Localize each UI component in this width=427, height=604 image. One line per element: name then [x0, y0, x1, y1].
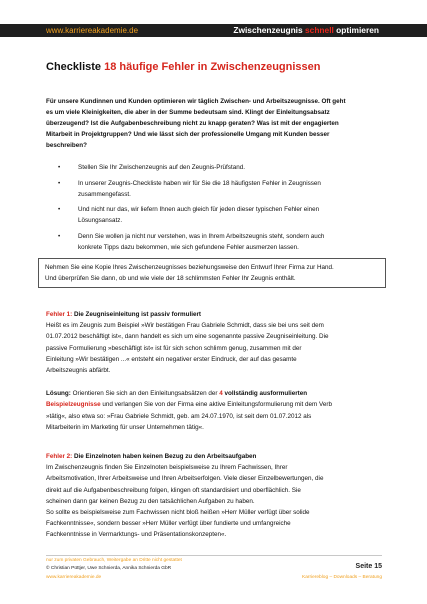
bullet-icon: •	[58, 232, 61, 240]
error-1-solution	[46, 388, 382, 399]
bullet-item	[56, 231, 382, 253]
bullet-line: zusammengefasst.	[78, 190, 131, 198]
beispielzeugnisse-link[interactable]: Beispielzeugnisse	[46, 401, 101, 409]
bullet-icon: •	[58, 164, 61, 171]
header-url-link[interactable]: www.karriereakademie.de	[46, 26, 139, 35]
error-1-line: Einleitung »Wir bestätigen ...« entsteht ein negativer erster Eindruck, der auf das gesamte	[46, 355, 297, 363]
bullet-line: Stellen Sie Ihr Zwischenzeugnis auf den Zeugnis-Prüfstand.	[78, 164, 245, 171]
bullet-line: Denn Sie wollen ja nicht nur verstehen, was in Ihrem Arbeitszeugnis steht, sondern auch	[78, 232, 325, 240]
instruction-box	[38, 258, 386, 288]
error-1-line: Arbeitszeugnis abfärbt.	[46, 367, 111, 375]
error-1-title: Die Zeugniseinleitung ist passiv formuliert	[72, 311, 202, 318]
error-2-line: scheinen dann gar keinen Bezug zu den tatsächlichen Aufgaben zu haben.	[46, 497, 255, 505]
bullet-icon: •	[58, 206, 61, 213]
error-2-line: Fachkenntnisse in Vermarktungs- und Präsentationskonzepten«.	[46, 531, 227, 539]
header-tagline-post: optimieren	[333, 25, 379, 35]
header-tagline-pre: Zwischenzeugnis	[233, 25, 305, 35]
error-2-heading	[46, 451, 382, 462]
intro-paragraph	[46, 96, 382, 151]
footer-url-link[interactable]: www.karriereakademie.de	[46, 575, 102, 580]
solution-text: und verlangen Sie von der Firma eine aktive Einleitungsformulierung mit dem Verb	[100, 401, 332, 409]
intro-line: Mitarbeit in Projektgruppen? Und wie lässt sich der professionelle Umgang mit Kunden besser	[46, 131, 330, 138]
error-1-section	[46, 309, 382, 433]
page-number: Seite 15	[355, 563, 382, 570]
title-highlight: 18 häufige Fehler in Zwischenzeugnissen	[104, 61, 321, 73]
bullet-item	[56, 204, 382, 226]
error-2-title: Die Einzelnoten haben keinen Bezug zu den Arbeitsaufgaben	[72, 453, 257, 460]
page-footer	[46, 555, 382, 596]
footer-copyright: © Christian Püttjer, Uwe Schnierda, Annika Schnierda GbR	[46, 566, 172, 571]
error-1-heading	[46, 309, 382, 320]
error-1-solution-line: »tätig«, also etwa so: »Frau Gabriele Schmidt, geb. am 24.07.1970, ist seit dem 01.07.2012 als	[46, 412, 312, 420]
error-1-label: Fehler 1:	[46, 311, 73, 318]
intro-line: überzeugend? Ist die Aufgabenbeschreibung nicht zu knapp geraten? Was ist mit der engagierten	[46, 120, 339, 127]
bullet-line: In unserer Zeugnis-Checkliste haben wir für Sie die 18 häufigsten Fehler in Zeugnissen	[78, 179, 321, 187]
bullet-item	[56, 178, 382, 200]
error-1-solution-line: Mitarbeiterin im Marketing für unser Unternehmen tätig«.	[46, 423, 204, 431]
instruction-text	[45, 262, 385, 284]
bullet-item	[56, 162, 382, 173]
error-2-line: Arbeitsmotivation, Ihrer Arbeitsweise und Ihren Arbeitserfolgen. Viele dieser Einzelbewertungen, die	[46, 475, 324, 483]
error-1-line: passive Formulierung »beschäftigt ist« ist für sich schon schlimm genug, zusammen mit der	[46, 344, 302, 352]
bullet-line: konkrete Tipps dazu bekommen, wie sich gefundene Fehler ausmerzen lassen.	[78, 243, 299, 251]
solution-bold: vollständig ausformulierten	[222, 390, 308, 398]
bullet-list	[56, 162, 382, 257]
intro-line: Für unsere Kundinnen und Kunden optimieren wir täglich Zwischen- und Arbeitszeugnisse. Oft geht	[46, 98, 346, 105]
solution-text: Orientieren Sie sich an den Einleitungsabsätzen der	[70, 390, 220, 398]
error-2-line: Im Zwischenzeugnis finden Sie Einzelnoten beispielsweise zu Ihrem Fachwissen, Ihrer	[46, 464, 288, 472]
page-title	[46, 61, 320, 73]
instruction-line: Und überprüfen Sie dann, ob und wie viele der 18 schlimmsten Fehler Ihr Zeugnis enthält.	[45, 275, 296, 282]
title-pre: Checkliste	[46, 61, 105, 73]
solution-label: Lösung:	[46, 390, 71, 398]
intro-line: es um viele Kleinigkeiten, die aber in der Summe bedeutsam sind. Klingt der Einleitungsabsatz	[46, 109, 330, 116]
error-1-line: Heißt es im Zeugnis zum Beispiel »Wir bestätigen Frau Gabriele Schmidt, dass sie bei uns seit dem	[46, 322, 324, 330]
footer-note: nur zum privaten Gebrauch, Weitergabe an Dritte nicht gestattet	[46, 558, 182, 563]
error-2-label: Fehler 2:	[46, 453, 73, 460]
header-tagline	[233, 24, 379, 37]
intro-line: beschreiben?	[46, 142, 87, 149]
error-2-section	[46, 451, 382, 541]
header-bar	[0, 24, 427, 37]
bullet-line: Und nicht nur das, wir liefern Ihnen auch gleich für jeden dieser typischen Fehler einen	[78, 206, 320, 213]
error-2-line: Fachkenntnisse«, sondern besser »Herr Müller verfügt über fundierte und umfangreiche	[46, 520, 291, 528]
solution-number: 4	[219, 390, 223, 398]
error-1-line: 01.07.2012 beschäftigt ist«, dann handelt es sich um eine sogenannte passive Zeugniseinleitung. Die	[46, 333, 329, 341]
footer-links[interactable]: Karriereblog – Downloads – Beratung	[302, 575, 382, 580]
error-2-line: direkt auf die Aufgabenbeschreibung folgen, klingen oft standardisiert und oberflächlich. Sie	[46, 486, 301, 494]
error-2-line: So sollte es beispielsweise zum Fachwissen nicht bloß heißen »Herr Müller verfügt über solide	[46, 509, 310, 517]
instruction-line: Nehmen Sie eine Kopie Ihres Zwischenzeugnisses beziehungsweise den Entwurf Ihrer Firma zur Hand.	[45, 264, 334, 271]
header-tagline-em: schnell	[305, 25, 334, 35]
bullet-icon: •	[58, 179, 61, 187]
bullet-line: Lösungsansatz.	[78, 217, 123, 224]
error-1-solution-line	[46, 399, 382, 410]
